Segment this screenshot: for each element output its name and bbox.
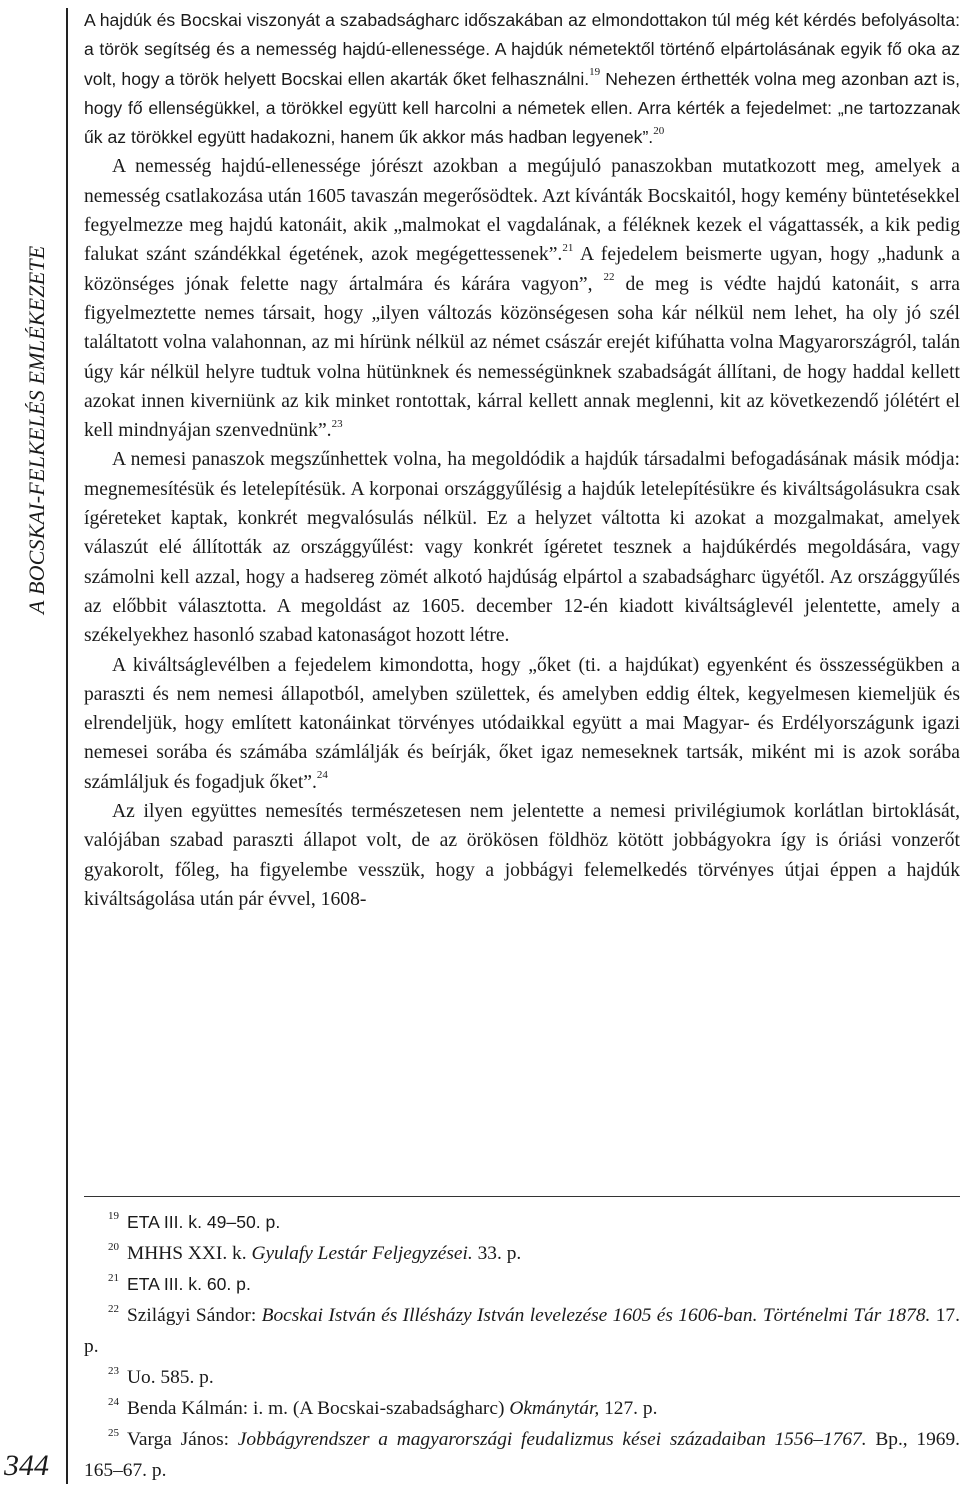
footnote xyxy=(84,1207,960,1238)
footnote-rule xyxy=(84,1196,960,1197)
footnote-number: 22 xyxy=(108,1302,119,1315)
text-span: 17. p. xyxy=(84,1305,960,1357)
footnote-ref: 22 xyxy=(603,271,615,284)
text-span: A fejedelem beismerte ugyan, hogy „hadunk a közönséges jónak felette nagy ártalmára és kárára vagyon”, xyxy=(84,244,960,295)
text-span: A nemesi panaszok megszűnhettek volna, ha megoldódik a hajdúk társadalmi befogadásának másik módja: megnemesítésük és letelepítésük. A korponai országgyűlésig a hajdúk letelepítésükre és kiváltságolásukra csak ígéreteket kaptak, konkrét megvalósulás nélkül. Ez a helyzet váltotta ki azokat a mozgalmakat, amelyek válaszút elé állították az országgyűlést: vagy konkrét ígéretet tesznek a hajdúkérdés megoldására, vagy számolni kell azzal, hogy a hadsereg zömét alkotó hajdúság elpártol a szabadságharc ügyétől. Az országgyűlés az előbbit választotta. A megoldást az 1605. december 12-én kiadott kiváltságlevél jelentette, amely a székelyekhez hasonló szabad katonaságot hozott létre. xyxy=(84,449,960,647)
running-header-text: A BOCSKAI-FELKELÉS EMLÉKEZETE xyxy=(24,245,49,614)
footnote-number: 19 xyxy=(108,1209,119,1222)
vertical-rule xyxy=(66,8,68,1484)
paragraph xyxy=(84,797,960,914)
text-span: A nemesség hajdú-ellenessége jórészt azokban a megújuló panaszokban mutatkozott meg, amelyek a nemesség csatlakozása után 1605 tavaszán megerősödtek. Azt kívánták Bocskaitól, hogy kemény büntetésekkel fegyelmezze meg hajdú katonáit, akik „malmokat el vagdalának, a féléknek kezek el vágattassék, a kik pedig falukat szánt szándékkal égetének, azok megégettessenek”. xyxy=(84,156,960,266)
footnote xyxy=(84,1238,960,1269)
footnote-number: 21 xyxy=(108,1271,119,1284)
text-span: Szilágyi Sándor: xyxy=(127,1305,262,1326)
body-text xyxy=(84,6,960,914)
footnote xyxy=(84,1393,960,1424)
italic-text: Jobbágyrendszer a magyarországi feudalizmus kései századaiban 1556–1767. xyxy=(237,1429,867,1450)
text-span: Nehezen érthették volna meg azonban azt is, hogy fő ellenségükkel, a törökkel együtt kell harcolni a németek ellen. Arra kérték a fejedelmet: „ne tartozzanak űk az törökkel együtt hadakozni, hanem űk akkor más hadban legyenek”. xyxy=(84,68,960,148)
text-span: Bp., 1969. 165–67. p. xyxy=(84,1429,960,1481)
footnotes xyxy=(84,1207,960,1486)
text-span: ETA III. k. 60. p. xyxy=(127,1274,251,1294)
footnote xyxy=(84,1300,960,1362)
footnote-number: 24 xyxy=(108,1395,119,1408)
footnote xyxy=(84,1362,960,1393)
footnote-ref: 23 xyxy=(331,417,343,430)
text-span: de meg is védte hajdú katonáit, s arra figyelmeztette nemes társait, hogy „ilyen változás közönségesen soha kár nélkül nem lehet, ha oly jó szél találtatott volna valahonnan, az mi hírünk nélkül az német császár erejét kifúhatta volna Magyarországról, talán úgy kár nélkül helyre tudtuk volna hütünknek és nemességünknek szabadságát állítani, de hogy haddal kellett azokat innen kiverniünk az kik minket rontottak, kárral kellett annak meglenni, kit az következendő jólétért el kell mindnyájan szenvednünk”. xyxy=(84,273,960,442)
running-header xyxy=(18,16,58,616)
italic-text: Okmánytár, xyxy=(509,1398,600,1419)
page-number: 344 xyxy=(4,1449,49,1482)
italic-text: Bocskai István és Illésházy István levelezése 1605 és 1606-ban. Történelmi Tár 1878. xyxy=(261,1305,931,1326)
italic-text: Gyulafy Lestár Feljegyzései. xyxy=(251,1243,473,1264)
footnote-ref: 21 xyxy=(562,241,574,254)
footnote xyxy=(84,1269,960,1300)
text-span: 127. p. xyxy=(599,1398,658,1419)
footnote xyxy=(84,1424,960,1486)
text-span: Varga János: xyxy=(127,1429,238,1450)
text-span: Az ilyen együttes nemesítés természetesen nem jelentette a nemesi privilégiumok korlátlan birtoklását, valójában szabad paraszti állapot volt, de az örökösen földhöz kötött jobbágyokra így is óriási vonzerőt gyakorolt, főleg, ha figyelembe vesszük, hogy a jobbágyi felemelkedés törvényes útjai éppen a hajdúk kiváltságolása után pár évvel, 1608- xyxy=(84,801,960,910)
footnote-ref: 20 xyxy=(653,124,665,137)
footnote-ref: 24 xyxy=(316,769,328,782)
paragraph xyxy=(84,6,960,152)
footnote-number: 23 xyxy=(108,1364,119,1377)
text-span: Uo. 585. p. xyxy=(127,1367,214,1388)
text-span: MHHS XXI. k. xyxy=(127,1243,252,1264)
footnote-number: 20 xyxy=(108,1240,119,1253)
text-span: ETA III. k. 49–50. p. xyxy=(127,1212,281,1232)
paragraph xyxy=(84,152,960,445)
text-span: A kiváltságlevélben a fejedelem kimondotta, hogy „őket (ti. a hajdúkat) egyenként és összességükben a paraszti és nem nemesi állapotból, amelyben születtek, és amelyben eddig éltek, kegyelmesen kiemeljük és elrendeljük, hogy említett katonáinkat törvényes utódaikkal együtt a mai Magyar- és Erdélyországunk igazi nemesei sorába és számába számlálják és beírják, őket igaz nemeseknek tartsák, miként mi is azok sorába számláljuk és fogadjuk őket”. xyxy=(84,654,960,793)
text-span: Benda Kálmán: i. m. (A Bocskai-szabadságharc) xyxy=(127,1398,510,1419)
text-span: A hajdúk és Bocskai viszonyát a szabadságharc időszakában az elmondottakon túl még két kérdés befolyásolta: a török segítség és a nemesség hajdú-ellenessége. A hajdúk németektől történő elpártolásának egyik fő oka az volt, hogy a török helyett Bocskai ellen akarták őket felhasználni. xyxy=(84,10,960,89)
footnote-ref: 19 xyxy=(589,66,601,79)
text-span: 33. p. xyxy=(472,1243,522,1264)
footnote-number: 25 xyxy=(108,1426,119,1439)
paragraph xyxy=(84,445,960,650)
paragraph xyxy=(84,651,960,797)
